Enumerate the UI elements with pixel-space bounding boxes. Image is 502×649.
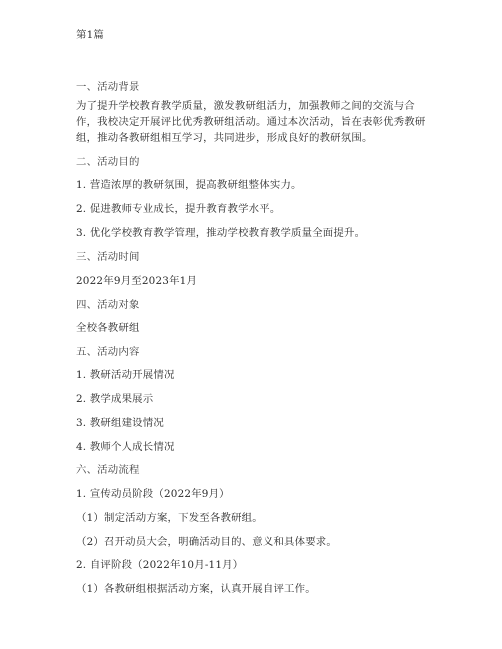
background-paragraph: 为了提升学校教育教学质量，激发教研组活力，加强教师之间的交流与合作，我校决定开展评比优秀教研组活动。通过本次活动，旨在表彰优秀教研组，推动各教研组相互学习，共同进步，形成良好的教研氛围。 (76, 100, 426, 144)
process-line-4: 2. 自评阶段（2022年10月-11月） (76, 559, 244, 571)
section-heading-background: 一、活动背景 (76, 81, 140, 93)
target-text: 全校各教研组 (76, 322, 140, 334)
purpose-item-3: 3. 优化学校教育教学管理，推动学校教育教学质量全面提升。 (76, 227, 366, 239)
content-item-1: 1. 教研活动开展情况 (76, 369, 175, 381)
process-line-1: 1. 宣传动员阶段（2022年9月） (76, 488, 230, 500)
process-line-2: （1）制定活动方案，下发至各教研组。 (76, 512, 263, 524)
content-item-4: 4. 教师个人成长情况 (76, 441, 175, 453)
section-heading-time: 三、活动时间 (76, 251, 140, 263)
process-line-3: （2）召开动员大会，明确活动目的、意义和具体要求。 (76, 536, 337, 548)
section-heading-purpose: 二、活动目的 (76, 156, 140, 168)
page-label: 第1篇 (76, 29, 104, 41)
section-heading-content: 五、活动内容 (76, 346, 140, 358)
time-text: 2022年9月至2023年1月 (76, 275, 198, 287)
purpose-item-2: 2. 促进教师专业成长，提升教育教学水平。 (76, 203, 281, 215)
section-heading-process: 六、活动流程 (76, 464, 140, 476)
section-heading-target: 四、活动对象 (76, 299, 140, 311)
content-item-3: 3. 教研组建设情况 (76, 417, 164, 429)
content-item-2: 2. 教学成果展示 (76, 393, 154, 405)
process-line-5: （1）各教研组根据活动方案，认真开展自评工作。 (76, 583, 316, 595)
purpose-item-1: 1. 营造浓厚的教研氛围，提高教研组整体实力。 (76, 179, 302, 191)
